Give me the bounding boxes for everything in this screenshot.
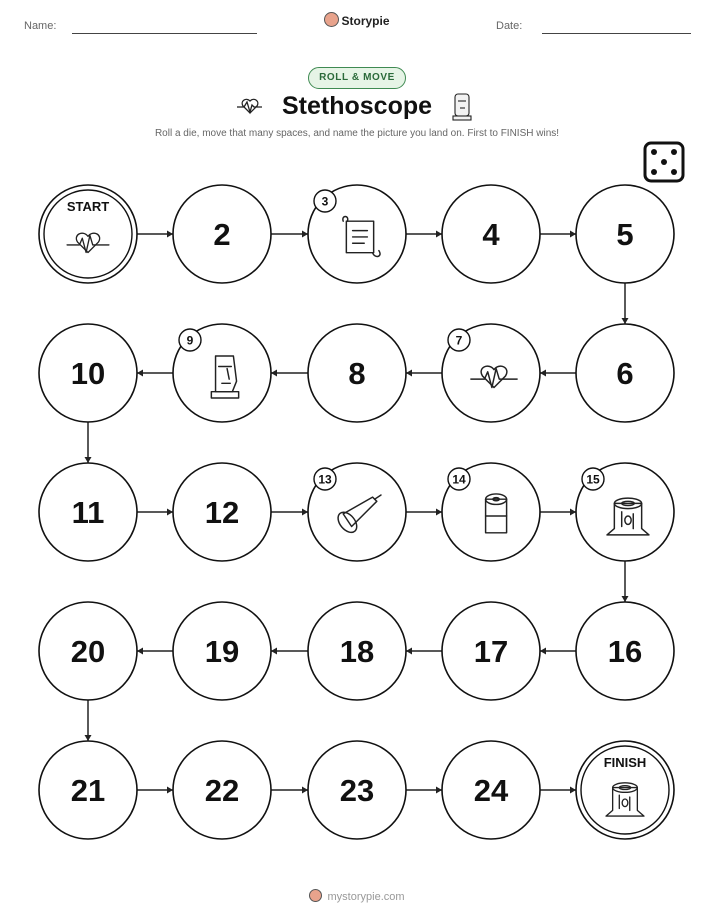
footer-url: mystorypie.com [327, 891, 405, 903]
path-arrow [137, 370, 173, 377]
instructions: Roll a die, move that many spaces, and name the picture you land on. First to FINISH wins! [154, 128, 560, 139]
board-space [308, 741, 406, 839]
board-space [173, 602, 271, 700]
board-space [442, 463, 540, 561]
path-arrow [406, 787, 442, 794]
space-number: 21 [70, 773, 106, 808]
space-number: 6 [616, 356, 634, 391]
board-space [39, 741, 137, 839]
path-arrow [406, 509, 442, 516]
path-arrow [540, 231, 576, 238]
path-arrow [540, 648, 576, 655]
page-title: Stethoscope [281, 92, 433, 120]
space-number: 13 [318, 472, 332, 487]
space-number: 24 [473, 773, 509, 808]
path-arrow [137, 509, 173, 516]
space-number: 19 [204, 634, 240, 669]
path-arrow [271, 370, 308, 377]
path-arrow [540, 509, 576, 516]
space-number: 3 [321, 194, 329, 209]
path-arrow [271, 648, 308, 655]
space-number: 15 [586, 472, 600, 487]
space-number: 16 [607, 634, 643, 669]
space-number: 20 [70, 634, 106, 669]
board-space [308, 463, 406, 561]
space-number: 9 [186, 333, 194, 348]
space-number: 12 [204, 495, 240, 530]
board-space [308, 324, 406, 422]
board-space [39, 185, 137, 283]
path-arrow [137, 231, 173, 238]
board-space [308, 185, 406, 283]
roll-and-move-badge: ROLL & MOVE [308, 67, 406, 89]
path-arrow [540, 370, 576, 377]
storypie-logo-icon [309, 889, 322, 902]
path-arrow [622, 561, 629, 602]
board-space [173, 185, 271, 283]
path-arrow [540, 787, 576, 794]
start-label: START [66, 199, 110, 214]
board-space [576, 463, 674, 561]
board-space [39, 463, 137, 561]
footer [0, 889, 714, 903]
path-arrow [137, 648, 173, 655]
space-number: 5 [616, 217, 634, 252]
board-space [173, 463, 271, 561]
path-arrow [271, 787, 308, 794]
space-number: 8 [348, 356, 366, 391]
board-space [576, 185, 674, 283]
board-space [442, 602, 540, 700]
space-number: 23 [339, 773, 375, 808]
path-arrow [406, 370, 442, 377]
finish-label: FINISH [603, 755, 647, 770]
date-label: Date: [496, 20, 523, 32]
board-space [173, 324, 271, 422]
space-number: 11 [71, 495, 105, 530]
path-arrow [271, 231, 308, 238]
space-number: 2 [213, 217, 231, 252]
board-space [442, 741, 540, 839]
path-arrow [622, 283, 629, 324]
path-arrow [271, 509, 308, 516]
board-space [39, 324, 137, 422]
name-label: Name: [24, 20, 57, 32]
space-number: 22 [204, 773, 240, 808]
board-space [576, 741, 674, 839]
space-number: 4 [482, 217, 500, 252]
board-space [576, 324, 674, 422]
board-space [39, 602, 137, 700]
space-number: 18 [339, 634, 375, 669]
path-arrow [406, 648, 442, 655]
board-space [442, 324, 540, 422]
space-number: 10 [70, 356, 106, 391]
path-arrow [85, 422, 92, 463]
path-arrow [85, 700, 92, 741]
space-number: 14 [452, 472, 466, 487]
space-number: 17 [473, 634, 509, 669]
board-space [173, 741, 271, 839]
path-arrow [406, 231, 442, 238]
path-arrow [137, 787, 173, 794]
space-number: 7 [455, 333, 463, 348]
board-space [576, 602, 674, 700]
brand-name: Storypie [341, 14, 390, 28]
board-space [308, 602, 406, 700]
board-space [442, 185, 540, 283]
